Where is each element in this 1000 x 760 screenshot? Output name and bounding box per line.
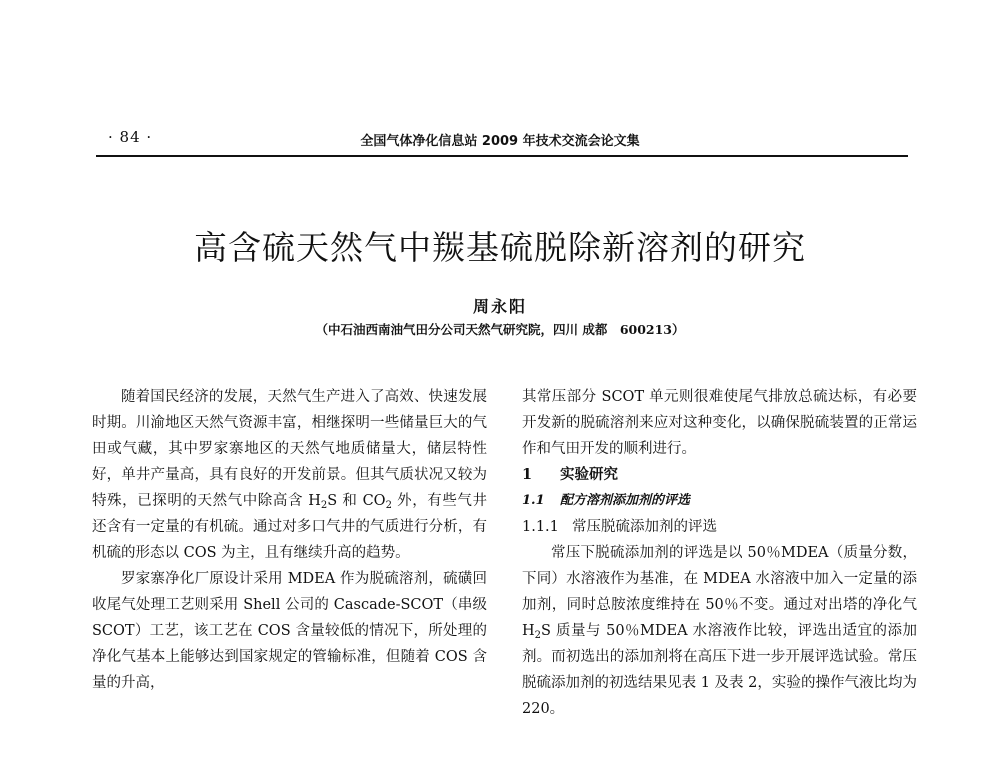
- subsubsection-heading: 1.1.1 常压脱硫添加剂的评选: [522, 519, 717, 535]
- body-paragraph: 罗家寨净化厂原设计采用 MDEA 作为脱硫溶剂，硫磺回收尾气处理工艺则采用 Shell 公司的 Cascade-SCOT（串级 SCOT）工艺，该工艺在 COS 含量较低的情况下，所处理的净化气基本上能够达到国家规定的管输标准，但随着 COS 含量的升高，: [92, 571, 487, 691]
- article-title: 高含硫天然气中羰基硫脱除新溶剂的研究: [194, 228, 806, 267]
- body-paragraph: 其常压部分 SCOT 单元则很难使尾气排放总硫达标，有必要开发新的脱硫溶剂来应对这种变化，以确保脱硫装置的正常运作和气田开发的顺利进行。: [522, 389, 917, 457]
- subsection-heading: 1.1 配方溶剂添加剂的评选: [522, 493, 691, 508]
- right-column: [522, 384, 917, 722]
- header-rule: [96, 155, 908, 157]
- body-paragraph: 随着国民经济的发展，天然气生产进入了高效、快速发展时期。川渝地区天然气资源丰富，相继探明一些储量巨大的气田或气藏，其中罗家寨地区的天然气地质储量大，储层特性好，单井产量高，具有良好的开发前景。但其气质状况又较为特殊，已探明的天然气中除高含 $H_2S$ 和 $CO_2$ 外，有些气井还含有一定量的有机硫。通过对多口气井的气质进行分析，有机硫的形态以 COS 为主，且有继续升高的趋势。: [92, 389, 487, 561]
- left-column: [92, 384, 487, 696]
- section-heading: 1 实验研究: [522, 466, 618, 483]
- body-paragraph: 常压下脱硫添加剂的评选是以 50％MDEA（质量分数，下同）水溶液作为基准，在 MDEA 水溶液中加入一定量的添加剂，同时总胺浓度维持在 50％不变。通过对出塔的净化气 $H_2S$ 质量与 50％MDEA 水溶液作比较，评选出适宜的添加剂。而初选出的添加剂将在高压下进一步开展评选试验。常压脱硫添加剂的初选结果见表 1 及表 2，实验的操作气液比均为 220。: [522, 545, 917, 717]
- author-affiliation: （中石油西南油气田分公司天然气研究院，四川 成都 600213）: [315, 322, 685, 337]
- page-number: · 84 ·: [108, 128, 153, 146]
- author-name: 周永阳: [472, 297, 527, 316]
- running-header: 全国气体净化信息站 2009 年技术交流会论文集: [360, 134, 640, 149]
